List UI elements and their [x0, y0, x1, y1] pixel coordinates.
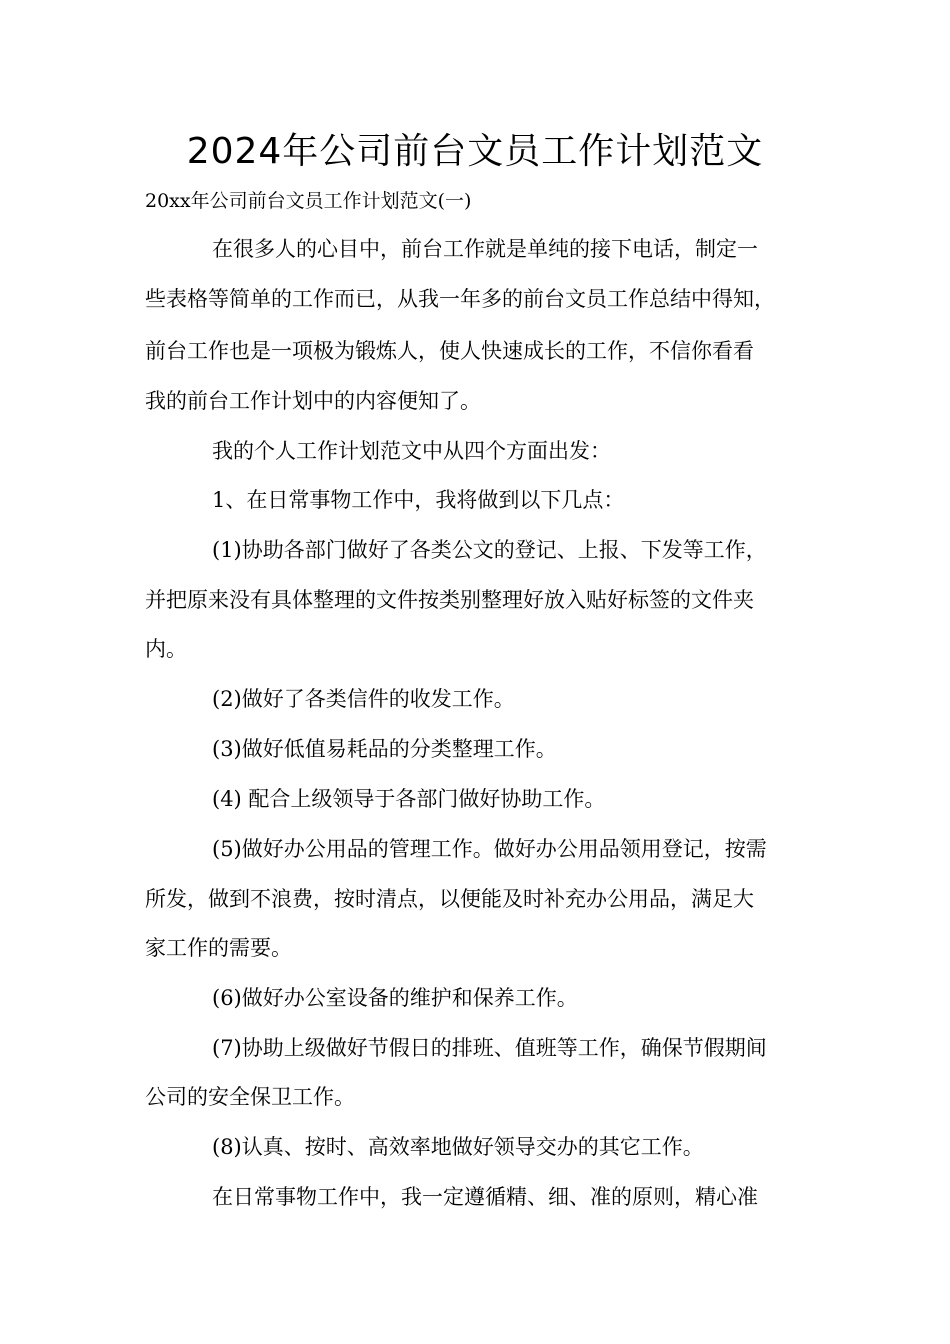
paragraph-line: (2)做好了各类信件的收发工作。 — [212, 687, 515, 711]
paragraph-line: 所发，做到不浪费，按时清点，以便能及时补充办公用品，满足大 — [145, 887, 754, 911]
paragraph-line: 家工作的需要。 — [145, 936, 292, 960]
paragraph-line: 内。 — [145, 637, 187, 661]
paragraph-line: 公司的安全保卫工作。 — [145, 1085, 355, 1109]
document-title: 2024年公司前台文员工作计划范文 — [186, 131, 764, 172]
paragraph-line: 并把原来没有具体整理的文件按类别整理好放入贴好标签的文件夹 — [145, 588, 754, 612]
paragraph-line: (8)认真、按时、高效率地做好领导交办的其它工作。 — [212, 1135, 704, 1159]
paragraph-line: (6)做好办公室设备的维护和保养工作。 — [212, 986, 578, 1010]
document-subtitle: 20xx年公司前台文员工作计划范文(一) — [145, 190, 472, 212]
paragraph-line: 在很多人的心目中，前台工作就是单纯的接下电话，制定一 — [212, 237, 758, 261]
paragraph-line: 我的前台工作计划中的内容便知了。 — [145, 389, 481, 413]
paragraph-line: 在日常事物工作中，我一定遵循精、细、准的原则，精心准 — [212, 1185, 758, 1209]
paragraph-line: (5)做好办公用品的管理工作。做好办公用品领用登记，按需 — [212, 837, 767, 861]
paragraph-line: (1)协助各部门做好了各类公文的登记、上报、下发等工作， — [212, 538, 767, 562]
paragraph-line: 前台工作也是一项极为锻炼人，使人快速成长的工作，不信你看看 — [145, 339, 754, 363]
paragraph-line: (3)做好低值易耗品的分类整理工作。 — [212, 737, 557, 761]
paragraph-line: 些表格等简单的工作而已，从我一年多的前台文员工作总结中得知， — [145, 287, 775, 311]
paragraph-line: 1、在日常事物工作中，我将做到以下几点： — [212, 488, 625, 512]
paragraph-line: (4) 配合上级领导于各部门做好协助工作。 — [212, 787, 606, 811]
paragraph-line: (7)协助上级做好节假日的排班、值班等工作，确保节假期间 — [212, 1036, 767, 1060]
paragraph-line: 我的个人工作计划范文中从四个方面出发： — [212, 439, 611, 463]
